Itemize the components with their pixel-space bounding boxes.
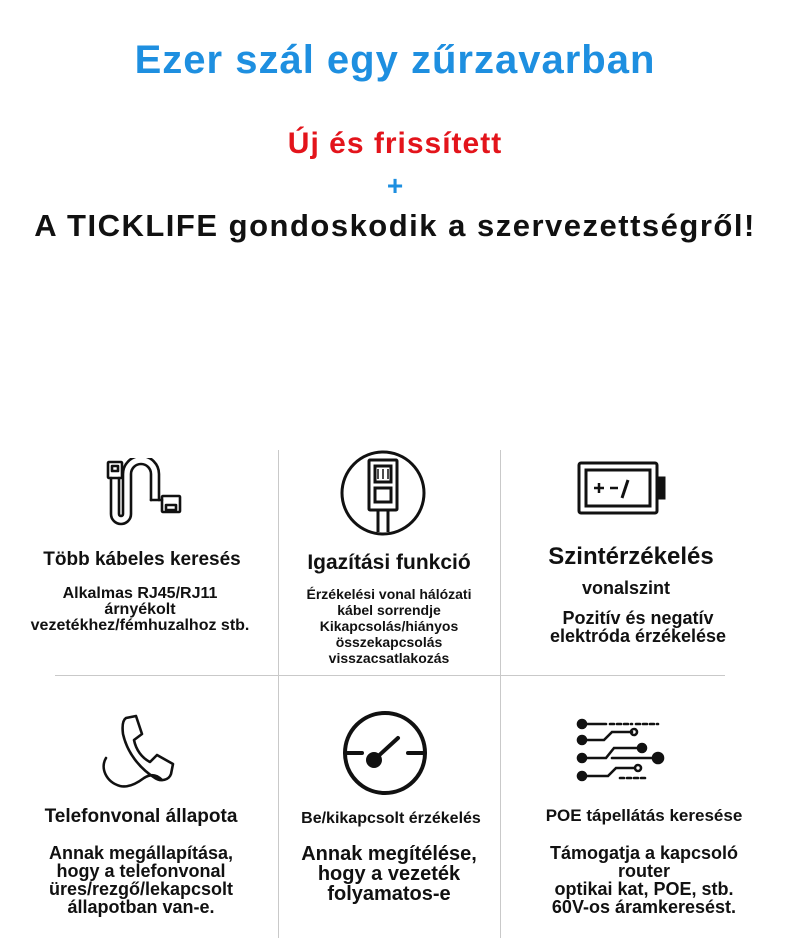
gauge-icon xyxy=(340,708,430,798)
divider-vertical-2 xyxy=(500,450,501,938)
feature-description: Pozitív és negatív elektróda érzékelése xyxy=(549,608,727,646)
feature-title: POE tápellátás keresése xyxy=(545,806,743,825)
circuit-icon xyxy=(576,716,668,786)
feature-title: Be/kikapcsolt érzékelés xyxy=(301,810,481,827)
feature-description: Támogatja a kapcsoló router optikai kat, POE, stb. 60V-os áramkeresést. xyxy=(549,843,739,917)
cable-icon xyxy=(104,458,188,528)
feature-title: Telefonvonal állapota xyxy=(44,806,238,827)
feature-description: Annak megállapítása, hogy a telefonvonal üres/rezgő/lekapcsolt állapotban van-e. xyxy=(48,843,234,917)
divider-vertical-1 xyxy=(278,450,279,938)
feature-title: Több kábeles keresés xyxy=(43,549,241,570)
phone-icon xyxy=(100,712,182,792)
page-title: Ezer szál egy zűrzavarban xyxy=(134,38,656,82)
feature-subtitle: vonalszint xyxy=(581,578,670,598)
battery-icon xyxy=(576,460,668,518)
feature-title: Igazítási funkció xyxy=(307,551,471,574)
feature-description: Alkalmas RJ45/RJ11 árnyékolt vezetékhez/fémhuzalhoz stb. xyxy=(30,585,250,634)
new-label: Új és frissített xyxy=(287,127,503,160)
tagline: A TICKLIFE gondoskodik a szervezettségről! xyxy=(34,208,756,243)
feature-title: Szintérzékelés xyxy=(548,543,714,570)
connector-icon xyxy=(338,448,428,538)
divider-horizontal xyxy=(55,675,725,676)
plus-sign: + xyxy=(386,170,404,201)
feature-description: Érzékelési vonal hálózati kábel sorrendje Kikapcsolás/hiányos összekapcsolás visszacsatlakozás xyxy=(306,586,472,667)
feature-description: Annak megítélése, hogy a vezeték folyamatos-e xyxy=(301,843,477,905)
